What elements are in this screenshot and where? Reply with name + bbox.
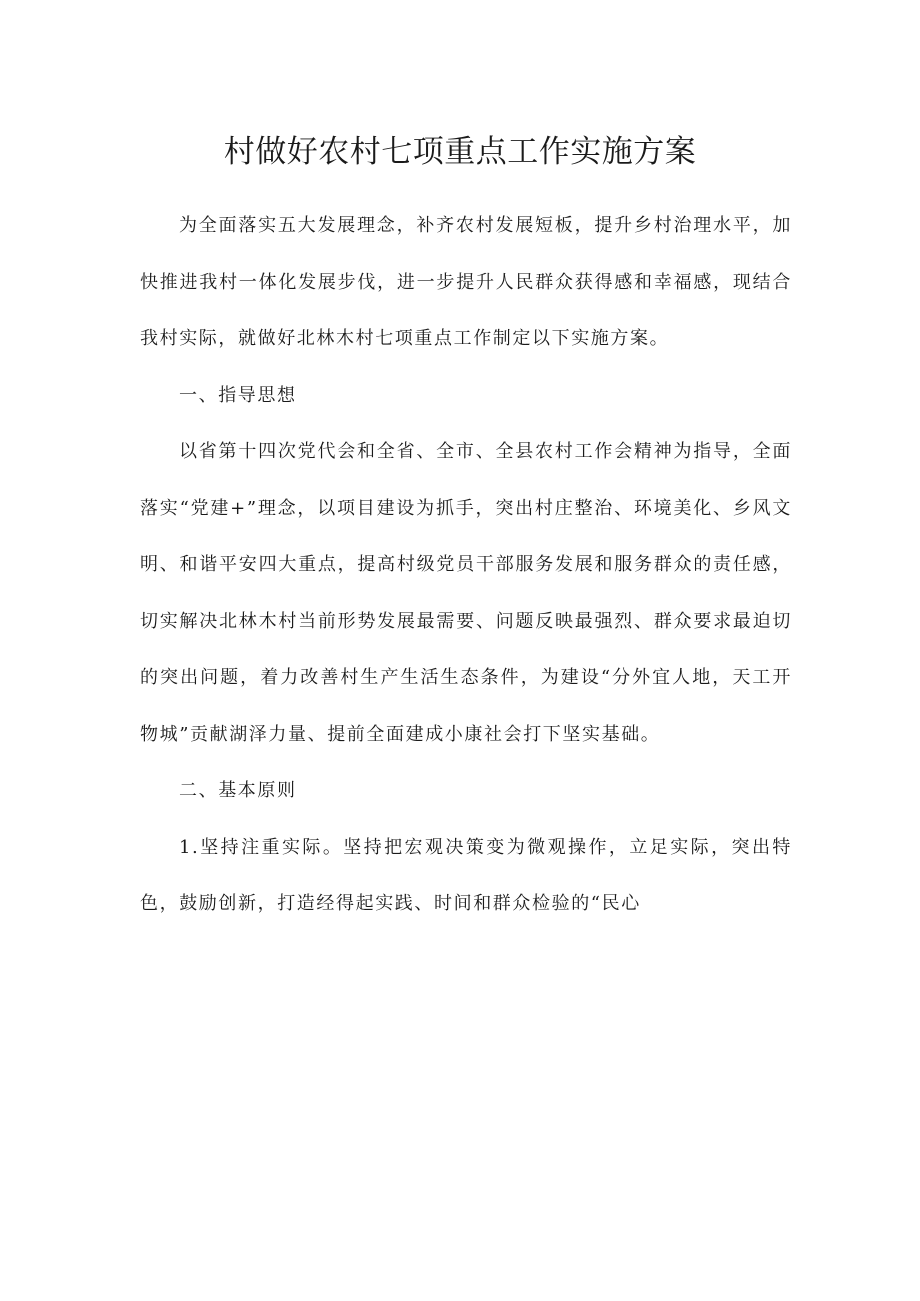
principle-1-paragraph: 1.坚持注重实际。坚持把宏观决策变为微观操作，立足实际，突出特色，鼓励创新，打造经得起实践、时间和群众检验的“民心 — [140, 836, 792, 914]
document-title: 村做好农村七项重点工作实施方案 — [223, 134, 697, 170]
section-heading-guiding-ideology: 一、指导思想 — [179, 384, 297, 406]
guiding-ideology-paragraph: 以省第十四次党代会和全省、全市、全县农村工作会精神为指导，全面落实“党建+”理念，以项目建设为抓手，突出村庄整治、环境美化、乡风文明、和谐平安四大重点，提高村级党员干部服务发展和服务群众的责任感，切实解决北林木村当前形势发展最需要、问题反映最强烈、群众要求最迫切的突出问题，着力改善村生产生活生态条件，为建设“分外宜人地，天工开物城”贡献湖泽力量、提前全面建成小康社会打下坚实基础。 — [140, 441, 792, 745]
document-body — [140, 198, 792, 933]
section-heading-basic-principles: 二、基本原则 — [179, 780, 297, 801]
intro-paragraph: 为全面落实五大发展理念，补齐农村发展短板，提升乡村治理水平，加快推进我村一体化发展步伐，进一步提升人民群众获得感和幸福感，现结合我村实际，就做好北林木村七项重点工作制定以下实施方案。 — [140, 215, 792, 349]
